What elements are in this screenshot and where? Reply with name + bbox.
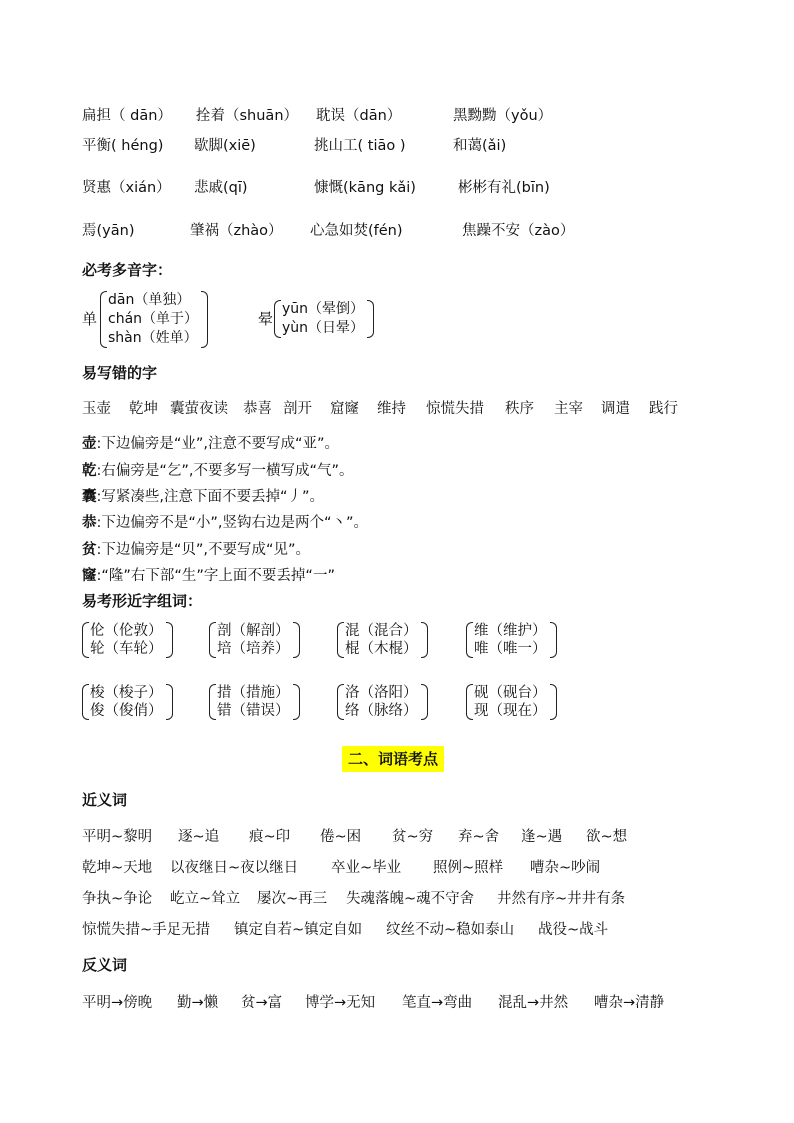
- jinyi-item: 倦~困: [320, 829, 362, 845]
- pinyin-item: 焦躁不安（zào）: [462, 223, 575, 239]
- note-line: [82, 459, 354, 480]
- fanyi-item: 平明→傍晚: [82, 995, 153, 1011]
- right-paren-icon: [550, 684, 557, 720]
- xingjin-word: 伦（伦敦）: [90, 623, 163, 639]
- note-char: 窿: [82, 568, 97, 584]
- duoyin-char: 单: [82, 310, 98, 328]
- pinyin-item: 挑山工( tiāo ): [314, 138, 406, 154]
- pinyin-item: 焉(yān): [82, 223, 135, 239]
- note-char: 囊: [82, 489, 97, 505]
- duoyin-brace-group: [108, 291, 198, 348]
- fanyi-heading: 反义词: [82, 956, 128, 974]
- jinyi-item: 逢~遇: [521, 829, 563, 845]
- yixiecuo-word: 剖开: [283, 401, 312, 417]
- yixiecuo-heading: 易写错的字: [82, 364, 158, 382]
- left-brace-icon: [466, 684, 473, 720]
- xingjin-word: 棍（木棍）: [345, 641, 418, 657]
- note-line: [82, 564, 335, 585]
- pinyin-item: 彬彬有礼(bīn): [458, 180, 550, 196]
- jinyi-item: 战役~战斗: [538, 922, 609, 938]
- left-brace-icon: [274, 300, 281, 338]
- jinyi-item: 弃~舍: [458, 829, 500, 845]
- xingjin-word: 洛（洛阳）: [345, 685, 418, 701]
- left-brace-icon: [337, 622, 344, 658]
- xingjin-word: 剖（解剖）: [217, 623, 290, 639]
- jinyi-item: 井然有序~井井有条: [497, 891, 626, 907]
- xingjin-word: 络（脉络）: [345, 703, 418, 719]
- pinyin-item: 贤惠（xián）: [82, 180, 171, 196]
- xingjin-word: 错（错误）: [217, 703, 290, 719]
- xingjin-pair: [345, 684, 418, 720]
- left-brace-icon: [337, 684, 344, 720]
- left-brace-icon: [209, 684, 216, 720]
- right-paren-icon: [421, 622, 428, 658]
- duoyin-reading: shàn（姓单）: [108, 330, 198, 346]
- jinyi-item: 屹立~耸立: [170, 891, 241, 907]
- yixiecuo-word: 践行: [649, 401, 678, 417]
- fanyi-item: 贫→富: [241, 995, 283, 1011]
- jinyi-item: 镇定自若~镇定自如: [234, 922, 363, 938]
- jinyi-item: 贫~穷: [392, 829, 434, 845]
- jinyi-item: 卒业~毕业: [331, 860, 402, 876]
- jinyi-item: 痕~印: [249, 829, 291, 845]
- xingjin-word: 混（混合）: [345, 623, 418, 639]
- yixiecuo-word: 主宰: [554, 401, 583, 417]
- note-text: :下边偏旁是“业”,注意不要写成“亚”。: [96, 436, 340, 452]
- xingjin-pair: [474, 684, 547, 720]
- xingjin-pair: [217, 622, 290, 658]
- note-text: :“隆”右下部“生”字上面不要丢掉“一”: [96, 568, 335, 584]
- jinyi-item: 乾坤~天地: [82, 860, 153, 876]
- pinyin-item: 耽误（dān）: [316, 108, 402, 124]
- jinyi-item: 欲~想: [586, 829, 628, 845]
- right-paren-icon: [293, 684, 300, 720]
- xingjin-word: 措（措施）: [217, 685, 290, 701]
- xingjin-pair: [217, 684, 290, 720]
- note-text: :下边偏旁是“贝”,不要写成“见”。: [96, 542, 311, 558]
- jinyi-item: 平明~黎明: [82, 829, 153, 845]
- fanyi-item: 笔直→弯曲: [402, 995, 473, 1011]
- right-paren-icon: [293, 622, 300, 658]
- xingjin-pair: [345, 622, 418, 658]
- jinyi-heading: 近义词: [82, 791, 128, 809]
- xingjin-word: 现（现在）: [474, 703, 547, 719]
- yixiecuo-word: 窟窿: [330, 401, 359, 417]
- jinyi-item: 纹丝不动~稳如泰山: [386, 922, 515, 938]
- yixiecuo-word: 调遣: [601, 401, 630, 417]
- note-line: [82, 511, 368, 532]
- xingjin-heading: 易考形近字组词：: [82, 592, 203, 610]
- xingjin-word: 唯（唯一）: [474, 641, 547, 657]
- xingjin-word: 俊（俊俏）: [90, 703, 163, 719]
- duoyin-heading: 必考多音字：: [82, 261, 173, 279]
- right-paren-icon: [166, 622, 173, 658]
- right-paren-icon: [201, 291, 208, 348]
- fanyi-item: 勤→懒: [177, 995, 219, 1011]
- yixiecuo-word: 囊萤夜读: [170, 401, 228, 417]
- yixiecuo-word: 恭喜: [243, 401, 272, 417]
- xingjin-word: 轮（车轮）: [90, 641, 163, 657]
- pinyin-item: 慷慨(kāng kǎi): [314, 180, 416, 196]
- xingjin-word: 培（培养）: [217, 641, 290, 657]
- left-brace-icon: [82, 684, 89, 720]
- yixiecuo-word: 维持: [377, 401, 406, 417]
- yixiecuo-word: 乾坤: [129, 401, 158, 417]
- right-paren-icon: [421, 684, 428, 720]
- note-line: [82, 432, 339, 453]
- note-text: :下边偏旁不是“小”,竖钩右边是两个“丶”。: [96, 515, 369, 531]
- jinyi-item: 照例~照样: [433, 860, 504, 876]
- xingjin-word: 梭（梭子）: [90, 685, 163, 701]
- duoyin-char: 晕: [258, 310, 274, 328]
- xingjin-pair: [474, 622, 547, 658]
- note-text: :右偏旁是“乞”,不要多写一横写成“气”。: [96, 463, 354, 479]
- jinyi-item: 以夜继日~夜以继日: [170, 860, 299, 876]
- duoyin-reading: chán（单于）: [108, 311, 199, 327]
- pinyin-item: 心急如焚(fén): [310, 223, 403, 239]
- left-brace-icon: [100, 291, 107, 348]
- jinyi-item: 嘈杂~吵闹: [530, 860, 601, 876]
- fanyi-item: 博学→无知: [305, 995, 376, 1011]
- jinyi-item: 惊慌失措~手足无措: [82, 922, 211, 938]
- pinyin-item: 和蔼(ǎi): [453, 138, 507, 154]
- left-brace-icon: [209, 622, 216, 658]
- right-paren-icon: [166, 684, 173, 720]
- pinyin-item: 平衡( héng): [82, 138, 164, 154]
- right-paren-icon: [367, 300, 374, 338]
- pinyin-item: 拴着（shuān）: [196, 108, 299, 124]
- duoyin-reading: yūn（晕倒）: [282, 301, 365, 317]
- section-title: 二、词语考点: [342, 746, 444, 772]
- pinyin-item: 肇祸（zhào）: [190, 223, 283, 239]
- pinyin-item: 扁担（ dān）: [82, 108, 172, 124]
- right-paren-icon: [550, 622, 557, 658]
- fanyi-item: 混乱→井然: [498, 995, 569, 1011]
- jinyi-item: 逐~追: [178, 829, 220, 845]
- note-char: 乾: [82, 463, 97, 479]
- fanyi-item: 嘈杂→清静: [594, 995, 665, 1011]
- note-text: :写紧凑些,注意下面不要丢掉“丿”。: [96, 489, 325, 505]
- left-brace-icon: [82, 622, 89, 658]
- duoyin-brace-group: [282, 300, 364, 338]
- left-brace-icon: [466, 622, 473, 658]
- note-line: [82, 485, 324, 506]
- note-char: 壶: [82, 436, 97, 452]
- xingjin-pair: [90, 684, 163, 720]
- xingjin-word: 维（维护）: [474, 623, 547, 639]
- jinyi-item: 争执~争论: [82, 891, 153, 907]
- xingjin-word: 砚（砚台）: [474, 685, 547, 701]
- yixiecuo-word: 秩序: [505, 401, 534, 417]
- note-char: 恭: [82, 515, 97, 531]
- yixiecuo-word: 惊慌失措: [426, 401, 484, 417]
- pinyin-item: 悲戚(qī): [194, 180, 248, 196]
- note-line: [82, 538, 310, 559]
- xingjin-pair: [90, 622, 163, 658]
- yixiecuo-word: 玉壶: [82, 401, 111, 417]
- pinyin-item: 黑黝黝（yǒu）: [453, 108, 553, 124]
- duoyin-reading: dān（单独）: [108, 292, 191, 308]
- jinyi-item: 屡次~再三: [257, 891, 328, 907]
- jinyi-item: 失魂落魄~魂不守舍: [346, 891, 475, 907]
- note-char: 贫: [82, 542, 97, 558]
- pinyin-item: 歇脚(xiē): [194, 138, 256, 154]
- duoyin-reading: yùn（日晕）: [282, 320, 365, 336]
